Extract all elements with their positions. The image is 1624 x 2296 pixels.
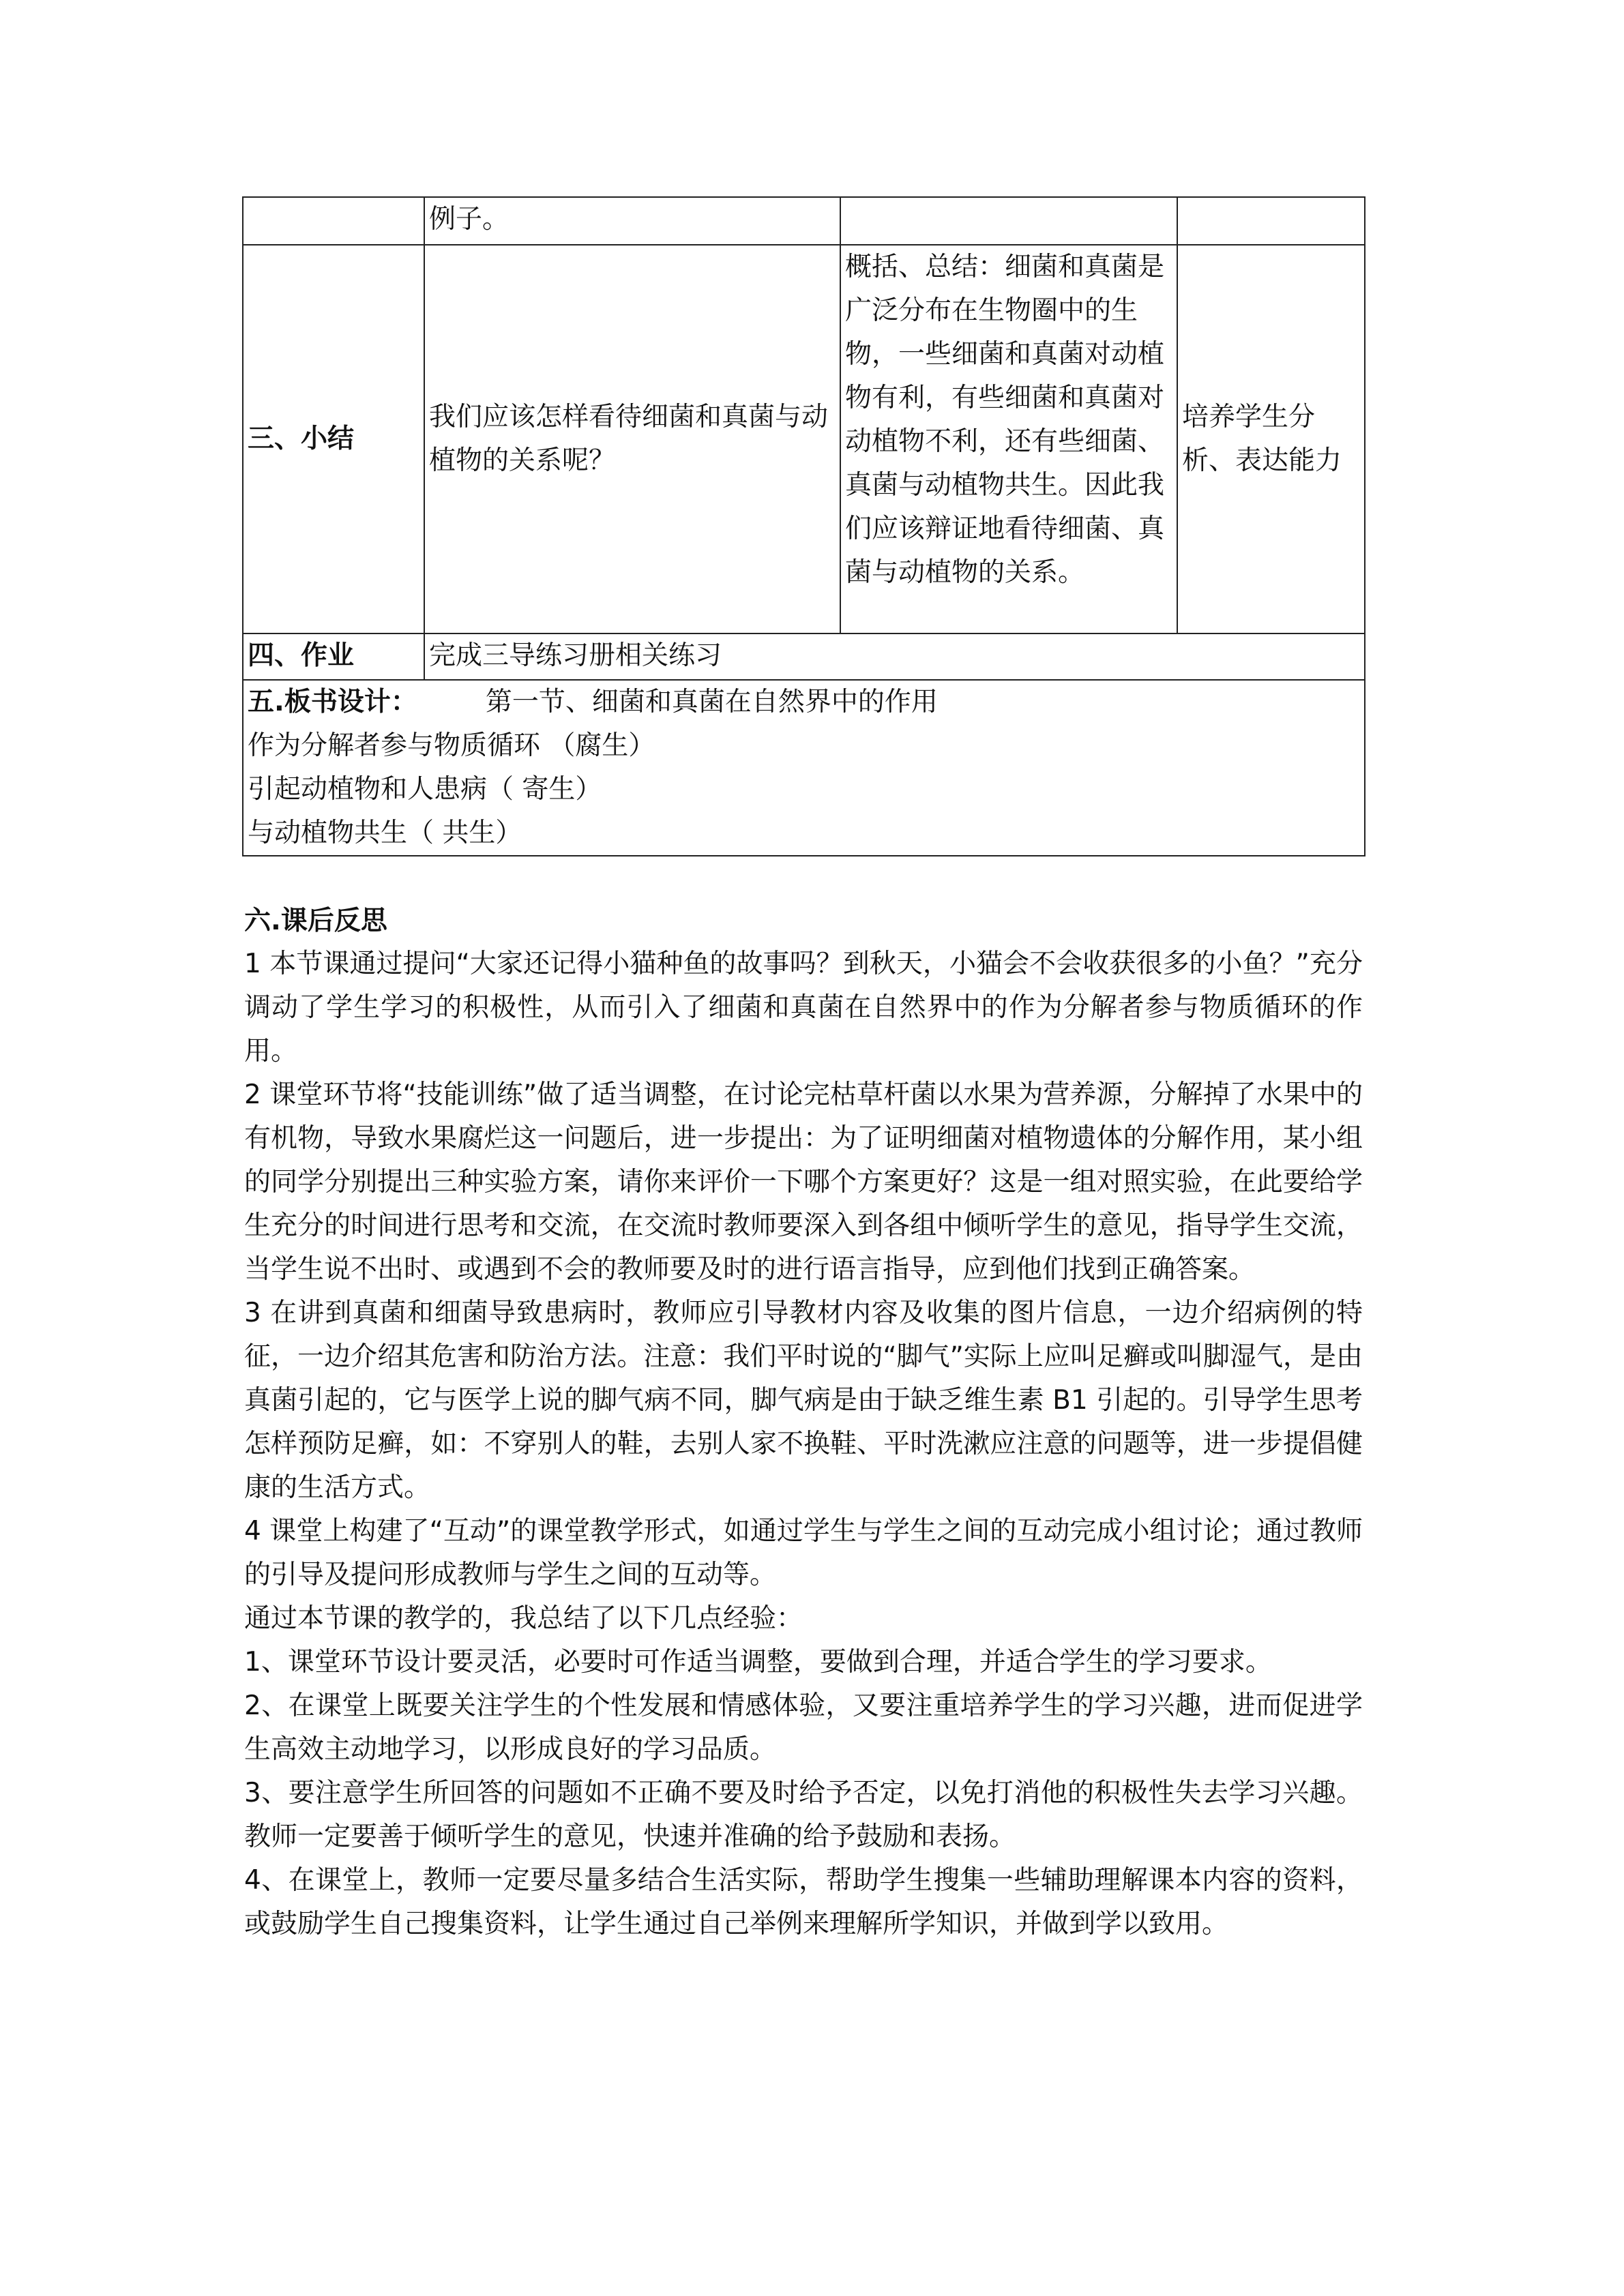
reflection-section (244, 900, 1363, 1946)
table-row-board (243, 680, 1365, 856)
cell-summary-student: 概括、总结：细菌和真菌是广泛分布在生物圈中的生物，一些细菌和真菌对动植物有利，有些细菌和真菌对动植物不利，还有些细菌、真菌与动植物共生。因此我们应该辩证地看待细菌、真菌与动植物的关系。 (840, 245, 1177, 633)
cell-homework-content: 完成三导练习册相关练习 (424, 633, 1365, 680)
reflection-heading: 六.课后反思 (244, 906, 387, 936)
reflection-paragraph: 2 课堂环节将“技能训练”做了适当调整，在讨论完枯草杆菌以水果为营养源，分解掉了水果中的有机物，导致水果腐烂这一问题后，进一步提出：为了证明细菌对植物遗体的分解作用，某小组的同学分别提出三种实验方案，请你来评价一下哪个方案更好？这是一组对照实验，在此要给学生充分的时间进行思考和交流，在交流时教师要深入到各组中倾听学生的意见，指导学生交流，当学生说不出时、或遇到不会的教师要及时的进行语言指导，应到他们找到正确答案。 (244, 1079, 1363, 1285)
cell-section-empty (243, 197, 424, 245)
cell-summary-purpose: 培养学生分析、表达能力 (1177, 245, 1365, 633)
table-row-summary (243, 245, 1365, 633)
cell-continuation-text: 例子。 (424, 197, 840, 245)
reflection-paragraph: 通过本节课的教学的，我总结了以下几点经验： (244, 1603, 803, 1634)
board-label: 五.板书设计： (248, 687, 417, 717)
cell-empty (1177, 197, 1365, 245)
reflection-paragraph: 1 本节课通过提问“大家还记得小猫种鱼的故事吗？到秋天，小猫会不会收获很多的小鱼？”充分调动了学生学习的积极性，从而引入了细菌和真菌在自然界中的作为分解者参与物质循环的作用。 (244, 949, 1363, 1067)
table-row-continuation (243, 197, 1365, 245)
cell-empty (840, 197, 1177, 245)
board-title: 第一节、细菌和真菌在自然界中的作用 (485, 687, 938, 717)
cell-summary-teacher: 我们应该怎样看待细菌和真菌与动植物的关系呢？ (424, 245, 840, 633)
table-row-homework (243, 633, 1365, 680)
reflection-paragraph: 1、课堂环节设计要灵活，必要时可作适当调整，要做到合理，并适合学生的学习要求。 (244, 1647, 1272, 1678)
reflection-paragraph: 4 课堂上构建了“互动”的课堂教学形式，如通过学生与学生之间的互动完成小组讨论；通过教师的引导及提问形成教师与学生之间的互动等。 (244, 1516, 1363, 1590)
reflection-paragraph: 3、要注意学生所回答的问题如不正确不要及时给予否定，以免打消他的积极性失去学习兴趣。教师一定要善于倾听学生的意见，快速并准确的给予鼓励和表扬。 (244, 1778, 1363, 1852)
board-line-2: 引起动植物和人患病（ 寄生） (248, 774, 602, 805)
reflection-paragraph: 3 在讲到真菌和细菌导致患病时，教师应引导教材内容及收集的图片信息，一边介绍病例的特征，一边介绍其危害和防治方法。注意：我们平时说的“脚气”实际上应叫足癣或叫脚湿气，是由真菌引起的，它与医学上说的脚气病不同，脚气病是由于缺乏维生素 B1 引起的。引导学生思考怎样预防足癣，如：不穿别人的鞋，去别人家不换鞋、平时洗漱应注意的问题等，进一步提倡健康的生活方式。 (244, 1298, 1363, 1503)
cell-homework-section: 四、作业 (243, 633, 424, 680)
board-title-line (248, 681, 1360, 724)
cell-summary-section: 三、小结 (243, 245, 424, 633)
board-line-3: 与动植物共生（ 共生） (248, 818, 522, 848)
reflection-paragraph: 4、在课堂上，教师一定要尽量多结合生活实际，帮助学生搜集一些辅助理解课本内容的资料，或鼓励学生自己搜集资料，让学生通过自己举例来理解所学知识，并做到学以致用。 (244, 1865, 1363, 1939)
lesson-plan-table (242, 196, 1365, 856)
reflection-paragraph: 2、在课堂上既要关注学生的个性发展和情感体验，又要注重培养学生的学习兴趣，进而促进学生高效主动地学习，以形成良好的学习品质。 (244, 1690, 1363, 1765)
cell-board-design (243, 680, 1365, 856)
board-line-1: 作为分解者参与物质循环 （腐生） (248, 730, 655, 761)
